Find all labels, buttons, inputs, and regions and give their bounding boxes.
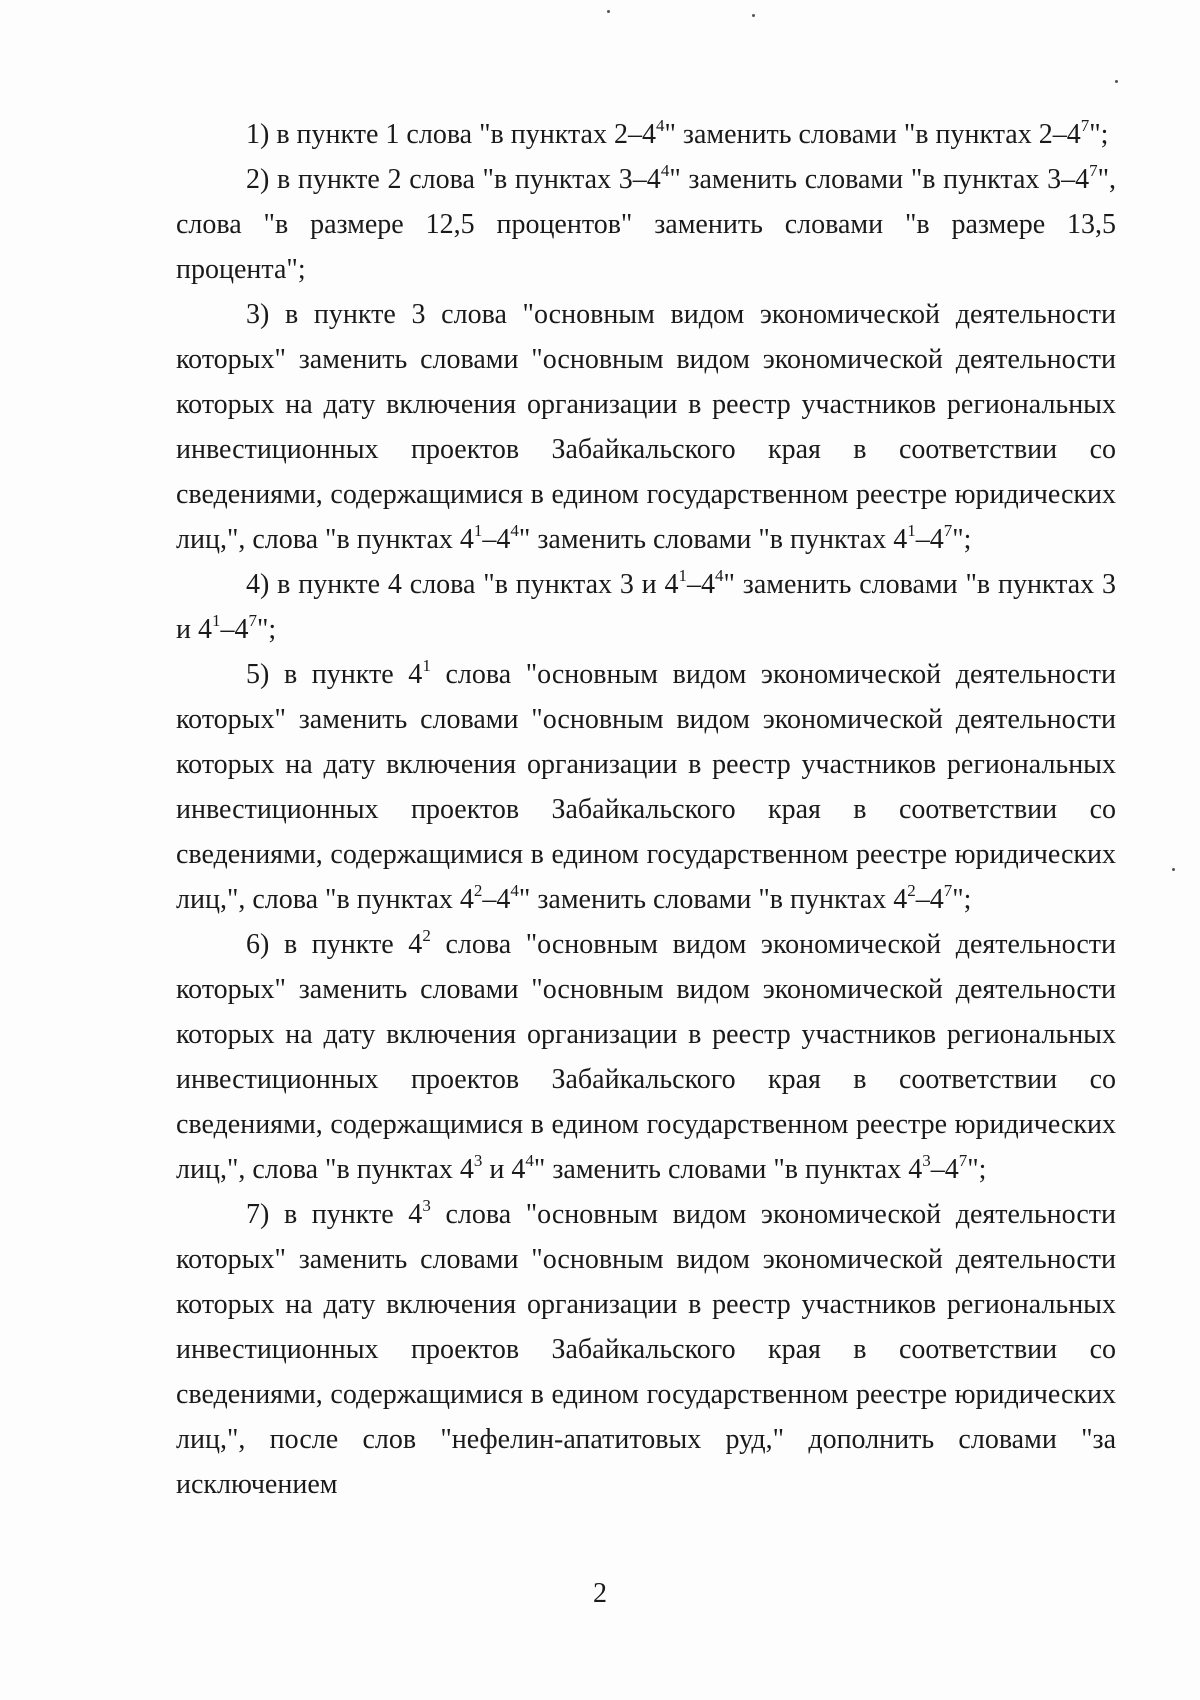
paragraph-text: " заменить словами "в пунктах 3–4 xyxy=(669,164,1090,195)
scan-speck xyxy=(1172,868,1175,871)
list-item xyxy=(176,562,1116,652)
superscript-index: 4 xyxy=(525,1150,534,1170)
paragraph-text: " заменить словами "в пунктах 3 и 4 xyxy=(176,569,1117,645)
page-number: 2 xyxy=(593,1578,607,1609)
paragraph-text: 1) в пункте 1 слова "в пунктах 2–4 xyxy=(246,119,656,150)
paragraph-text: –4 xyxy=(915,524,944,555)
scan-speck xyxy=(607,10,610,13)
paragraph-text: 3) в пункте 3 слова "основным видом экономической деятельности которых" заменить словами "основным видом экономической деятельности которых на дату включения организации в реестр участников региональных инвестиционных проектов Забайкальского края в соответствии со сведениями, содержащимися в едином государственном реестре юридических лиц,", слова "в пунктах 4 xyxy=(176,299,1116,555)
superscript-index: 7 xyxy=(958,1150,968,1170)
paragraph-text: и 4 xyxy=(482,1154,526,1185)
paragraph-text: 5) в пункте 4 xyxy=(246,659,423,690)
paragraph-text: "; xyxy=(256,614,277,645)
paragraph-text: –4 xyxy=(915,884,944,915)
paragraph-text: слова "основным видом экономической деятельности которых" заменить словами "основным видом экономической деятельности которых на дату включения организации в реестр участников региональных инвестиционных проектов Забайкальского края в соответствии со сведениями, содержащимися в едином государственном реестре юридических лиц,", после слов "нефелин-апатитовых руд," дополнить словами "за исключением xyxy=(176,1199,1116,1500)
superscript-index: 2 xyxy=(422,925,431,945)
superscript-index: 7 xyxy=(943,880,953,900)
superscript-index: 1 xyxy=(907,520,916,540)
paragraph-text: 7) в пункте 4 xyxy=(246,1199,423,1230)
superscript-index: 4 xyxy=(660,160,670,180)
superscript-index: 4 xyxy=(715,565,724,585)
paragraph-text: " заменить словами "в пунктах 4 xyxy=(533,1154,923,1185)
paragraph-text: 2) в пункте 2 слова "в пунктах 3–4 xyxy=(246,164,661,195)
superscript-index: 7 xyxy=(1089,160,1098,180)
paragraph-text: –4 xyxy=(482,884,511,915)
paragraph-text: " заменить словами "в пунктах 4 xyxy=(518,884,908,915)
list-item xyxy=(176,652,1116,922)
list-item xyxy=(176,157,1116,292)
superscript-index: 4 xyxy=(510,520,519,540)
paragraph-text: –4 xyxy=(687,569,716,600)
paragraph-text: "; xyxy=(1089,119,1109,150)
paragraph-text: слова "основным видом экономической деятельности которых" заменить словами "основным видом экономической деятельности которых на дату включения организации в реестр участников региональных инвестиционных проектов Забайкальского края в соответствии со сведениями, содержащимися в едином государственном реестре юридических лиц,", слова "в пунктах 4 xyxy=(176,659,1116,915)
list-item xyxy=(176,292,1116,562)
list-item xyxy=(176,112,1116,157)
superscript-index: 3 xyxy=(473,1150,483,1170)
paragraph-text: –4 xyxy=(930,1154,959,1185)
paragraph-text: " заменить словами "в пунктах 2–4 xyxy=(664,119,1081,150)
list-item xyxy=(176,922,1116,1192)
superscript-index: 4 xyxy=(510,880,519,900)
paragraph-text: "; xyxy=(952,524,972,555)
superscript-index: 1 xyxy=(211,610,221,630)
paragraph-text: –4 xyxy=(220,614,249,645)
paragraph-text: " заменить словами "в пунктах 4 xyxy=(518,524,908,555)
superscript-index: 3 xyxy=(922,1150,931,1170)
scan-speck xyxy=(752,14,755,17)
superscript-index: 1 xyxy=(678,565,688,585)
paragraph-text: 4) в пункте 4 слова "в пунктах 3 и 4 xyxy=(246,569,679,600)
superscript-index: 4 xyxy=(655,115,665,135)
document-body xyxy=(176,112,1116,1507)
superscript-index: 7 xyxy=(943,520,953,540)
superscript-index: 1 xyxy=(422,655,431,675)
superscript-index: 7 xyxy=(248,610,257,630)
scan-speck xyxy=(1115,80,1118,83)
superscript-index: 7 xyxy=(1080,115,1090,135)
paragraph-text: ", слова "в размере 12,5 процентов" заменить словами "в размере 13,5 процента"; xyxy=(176,164,1117,285)
paragraph-text: "; xyxy=(952,884,972,915)
paragraph-text: –4 xyxy=(482,524,511,555)
paragraph-text: слова "основным видом экономической деятельности которых" заменить словами "основным видом экономической деятельности которых на дату включения организации в реестр участников региональных инвестиционных проектов Забайкальского края в соответствии со сведениями, содержащимися в едином государственном реестре юридических лиц,", слова "в пунктах 4 xyxy=(176,929,1116,1185)
paragraph-text: 6) в пункте 4 xyxy=(246,929,423,960)
paragraph-text: "; xyxy=(967,1154,987,1185)
superscript-index: 2 xyxy=(907,880,916,900)
superscript-index: 3 xyxy=(422,1195,431,1215)
superscript-index: 2 xyxy=(473,880,483,900)
superscript-index: 1 xyxy=(473,520,483,540)
list-item xyxy=(176,1192,1116,1507)
